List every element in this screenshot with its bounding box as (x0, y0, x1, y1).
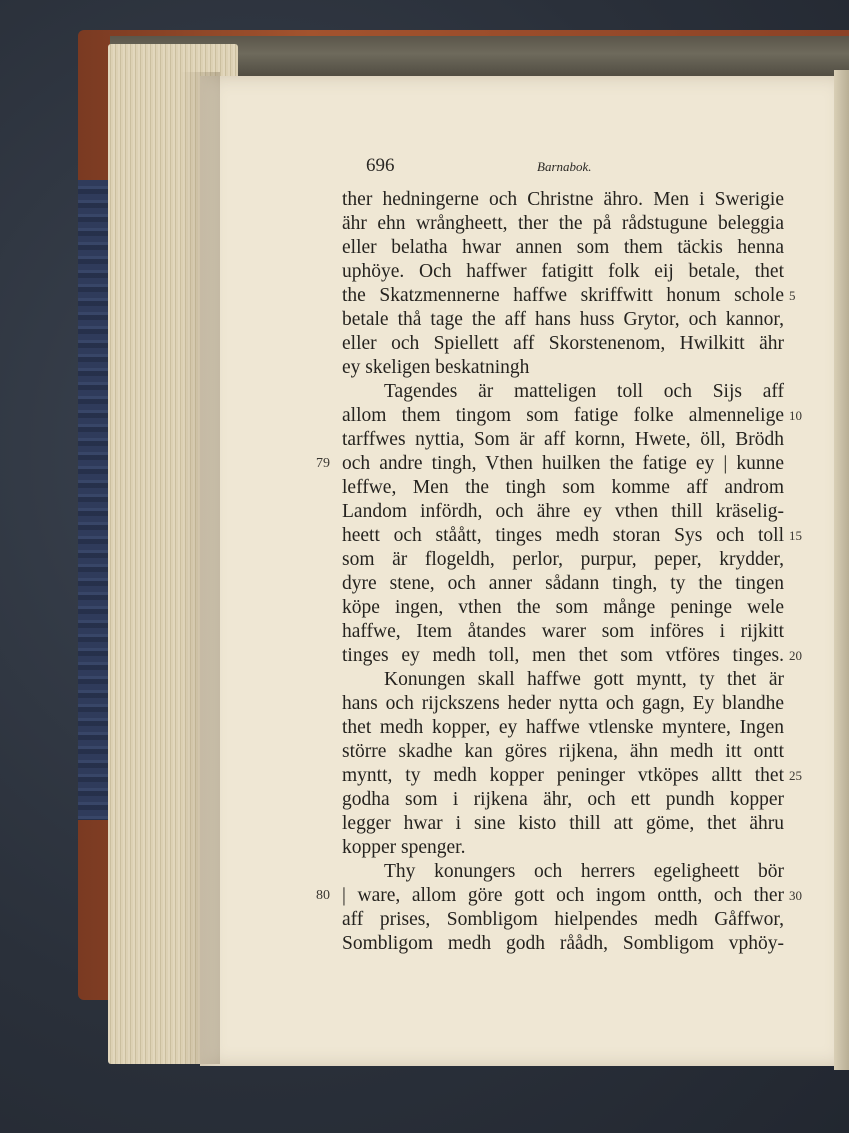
text-line: hans och rijckszens heder nytta och gagn, Ey blandhe (342, 693, 784, 714)
text-line: betale thå tage the aff hans huss Grytor, och kannor, (342, 309, 784, 330)
text-line: dyre stene, och anner sådann tingh, ty the tingen (342, 573, 784, 594)
text-line: allom them tingom som fatige folke almennelige (342, 405, 784, 426)
text-line: godha som i rijkena ähr, och ett pundh kopper (342, 789, 784, 810)
line-number: 5 (789, 288, 796, 303)
text-line: the Skatzmennerne haffwe skriffwitt honum schole (342, 285, 784, 306)
running-title: Barnabok. (537, 159, 592, 174)
page-right-edge (834, 70, 849, 1070)
source-page-number: 80 (316, 888, 330, 903)
line-number: 20 (789, 648, 802, 663)
text-line: ey skeligen beskatningh (342, 357, 530, 378)
text-line: | ware, allom göre gott och ingom ontth, och ther (342, 885, 784, 906)
text-line: aff prises, Sombligom hielpendes medh Gåffwor, (342, 909, 784, 930)
text-line: ther hedningerne och Christne ähro. Men i Swerigie (342, 189, 784, 210)
text-line: större skadhe kan göres rijkena, ähn medh itt ontt (342, 741, 784, 762)
text-line: eller belatha hwar annen som them täckis henna (342, 237, 784, 258)
text-line: köpe ingen, vthen the som månge peninge wele (342, 597, 784, 618)
text-line: myntt, ty medh kopper peninger vtköpes alltt thet (342, 765, 784, 786)
marbled-cover-edge (78, 180, 112, 820)
text-line: tarffwes nyttia, Som är aff kornn, Hwete, öll, Brödh (342, 429, 784, 450)
text-line: som är flogeldh, perlor, purpur, peper, krydder, (342, 549, 784, 570)
text-line: och andre tingh, Vthen huilken the fatige ey | kunne (342, 453, 784, 474)
page-number: 696 (366, 155, 395, 176)
text-line: leffwe, Men the tingh som komme aff androm (342, 477, 784, 498)
text-line: kopper spenger. (342, 837, 466, 858)
gutter-shadow (180, 72, 220, 1064)
text-line: eller och Spiellett aff Skorstenenom, Hwilkitt ähr (342, 333, 784, 354)
text-line: Konungen skall haffwe gott myntt, ty thet är (384, 669, 784, 690)
text-line: haffwe, Item åtandes warer som införes i rijkitt (342, 621, 784, 642)
text-line: ähr ehn wrångheett, ther the på rådstugune beleggia (342, 213, 784, 234)
text-line: uphöye. Och haffwer fatigitt folk eij betale, thet (342, 261, 784, 282)
line-number: 25 (789, 768, 802, 783)
source-page-number: 79 (316, 456, 330, 471)
text-line: Tagendes är matteligen toll och Sijs aff (384, 381, 784, 402)
text-line: thet medh kopper, ey haffwe vtlenske myntere, Ingen (342, 717, 784, 738)
text-line: Sombligom medh godh råådh, Sombligom vphöy- (342, 933, 784, 954)
text-line: Landom infördh, och ähre ey vthen thill kräselig- (342, 501, 784, 522)
text-line: legger hwar i sine kisto thill att göme, thet ähru (342, 813, 784, 834)
running-head (0, 155, 849, 177)
line-number: 10 (789, 408, 802, 423)
text-line: Thy konungers och herrers egeligheett bör (384, 861, 784, 882)
line-number: 15 (789, 528, 802, 543)
text-line: tinges ey medh toll, men thet som vtföres tinges. (342, 645, 784, 666)
line-number: 30 (789, 888, 802, 903)
text-line: heett och ståått, tinges medh storan Sys och toll (342, 525, 784, 546)
